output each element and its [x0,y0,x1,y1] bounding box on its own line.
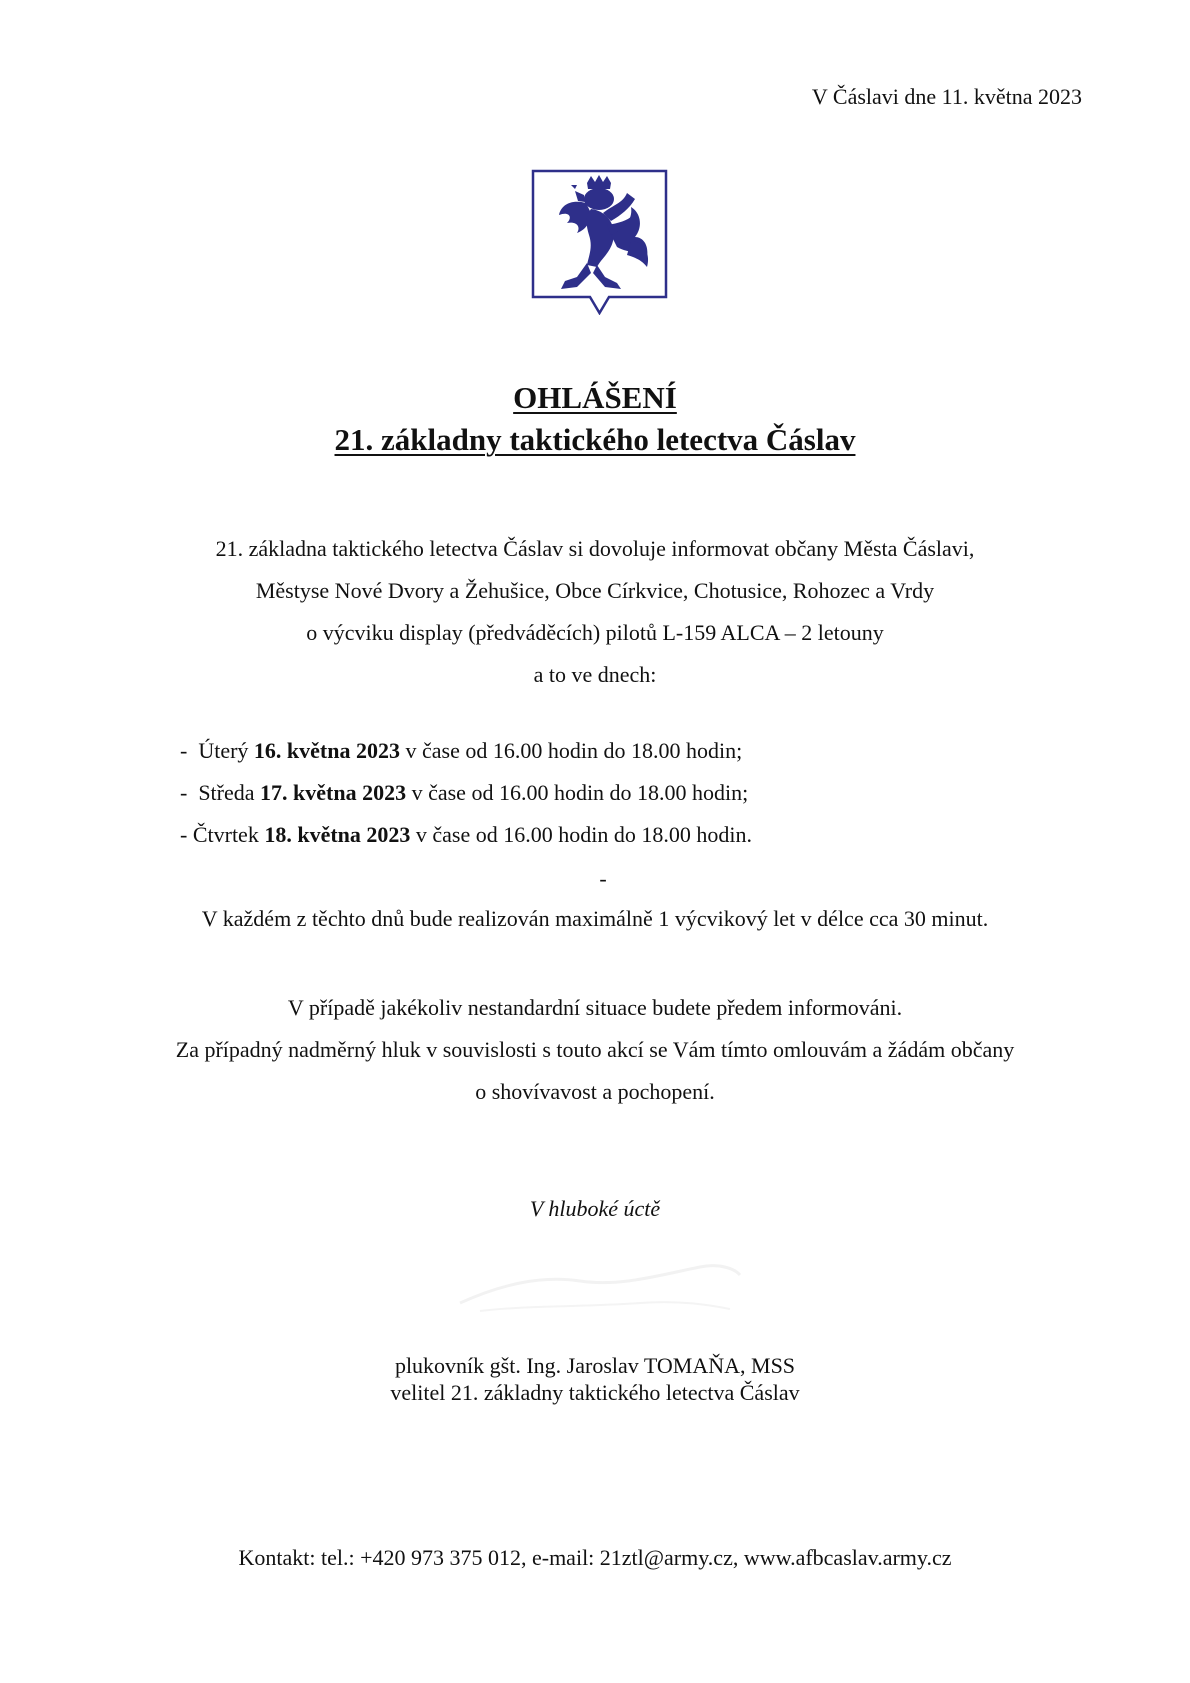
schedule-day: - Čtvrtek [180,822,265,847]
document-title: OHLÁŠENÍ [513,380,677,415]
schedule-day: - Úterý [180,738,254,763]
schedule-date: 16. května 2023 [253,738,400,763]
signature-area [440,1245,760,1325]
document-date: V Čáslavi dne 11. května 2023 [811,84,1082,109]
schedule-time: v čase od 16.00 hodin do 18.00 hodin. [410,822,752,847]
document-subtitle: 21. základny taktického letectva Čáslav [334,422,856,457]
signature-block [0,1352,1190,1406]
intro-line: o výcviku display (předváděcích) pilotů L-159 ALCA – 2 letouny [306,620,884,645]
schedule-item [180,730,752,772]
schedule-time: v čase od 16.00 hodin do 18.00 hodin; [399,738,743,763]
schedule-date: 18. května 2023 [264,822,411,847]
intro-line: Městyse Nové Dvory a Žehušice, Obce Církvice, Chotusice, Rohozec a Vrdy [255,578,935,603]
schedule-time: v čase od 16.00 hodin do 18.00 hodin; [406,780,749,805]
notice-paragraph [0,987,1190,1113]
schedule-date: 17. května 2023 [260,780,407,805]
schedule-item [180,814,752,856]
schedule-item [180,772,752,814]
intro-line: a to ve dnech: [533,662,657,687]
schedule-day: - Středa [180,780,261,805]
intro-paragraph [0,528,1190,696]
notice-line: V případě jakékoliv nestandardní situace budete předem informováni. [287,995,903,1020]
separator-dash: - [599,866,607,891]
closing-salutation: V hluboké úctě [529,1196,661,1221]
intro-line: 21. základna taktického letectva Čáslav si dovoluje informovat občany Města Čáslavi, [215,536,975,561]
notice-line: o shovívavost a pochopení. [475,1079,715,1104]
signer-position: velitel 21. základny taktického letectva Čáslav [390,1380,800,1405]
signer-name: plukovník gšt. Ing. Jaroslav TOMAŇA, MSS [394,1353,796,1378]
notice-line: Za případný nadměrný hluk v souvislosti s touto akcí se Vám tímto omlouvám a žádám občany [175,1037,1015,1062]
contact-line: Kontakt: tel.: +420 973 375 012, e-mail: 21ztl@army.cz, www.afbcaslav.army.cz [238,1545,952,1570]
flight-info: V každém z těchto dnů bude realizován maximálně 1 výcvikový let v délce cca 30 minut. [201,906,989,931]
flight-schedule [180,730,752,856]
lion-coat-of-arms-icon [531,169,668,315]
